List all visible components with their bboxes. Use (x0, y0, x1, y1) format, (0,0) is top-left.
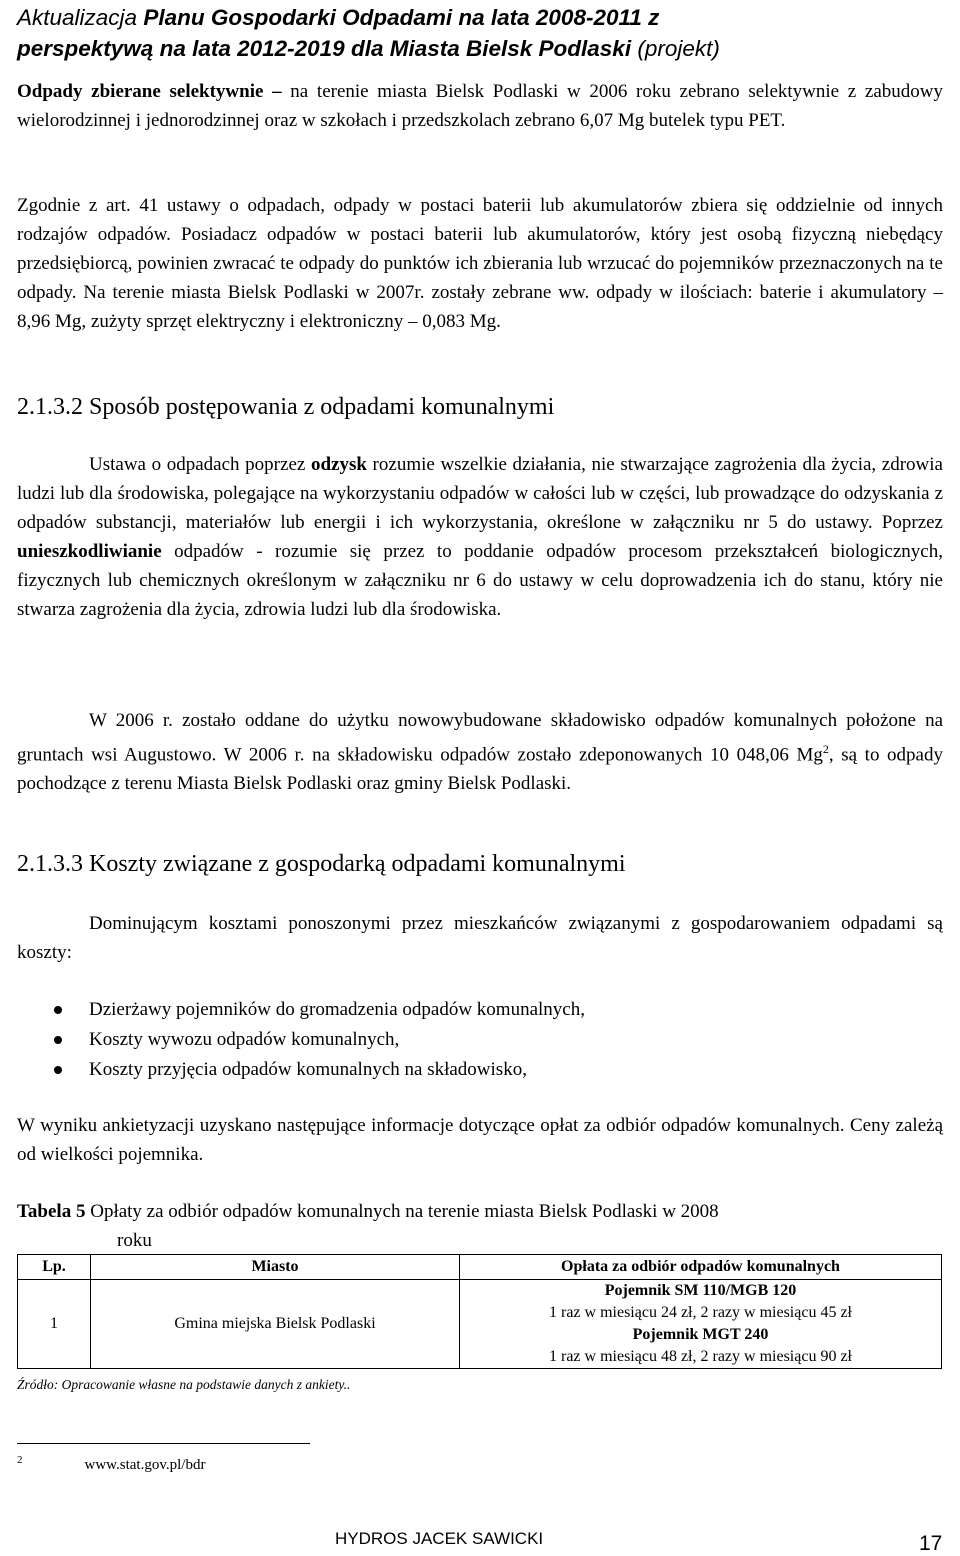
cost-list (17, 995, 943, 1085)
text-segment: odpadów - rozumie się przez to poddanie odpadów procesom przekształceń biologicznych, fizycznych lub chemicznych określonym w załączniku nr 6 do ustawy w celu doprowadzenia ich do stanu, który nie stwarza zagrożenia dla życia, zdrowia ludzi lub dla środowiska. (17, 541, 943, 620)
section-heading-2132: 2.1.3.2 Sposób postępowania z odpadami komunalnymi (17, 394, 555, 420)
document-page (17, 0, 945, 1554)
footer-company: HYDROS JACEK SAWICKI (335, 1529, 544, 1548)
table-cell-lp: 1 (18, 1280, 91, 1369)
paragraph-survey: W wyniku ankietyzacji uzyskano następujące informacje dotyczące opłat za odbiór odpadów komunalnych. Ceny zależą od wielkości pojemnika. (17, 1115, 943, 1165)
table-caption-text-cont: roku (117, 1230, 152, 1251)
paragraph-lead: Odpady zbierane selektywnie – (17, 81, 291, 102)
fees-table (17, 1254, 942, 1369)
header-suffix: (projekt) (631, 36, 720, 61)
text-segment: , są to odpady pochodzące z terenu Miasta Bielsk Podlaski oraz gminy Bielsk Podlaski. (17, 744, 943, 795)
bullet-icon (54, 1066, 62, 1074)
table-row (18, 1280, 942, 1369)
paragraph-landfill (17, 706, 943, 798)
table-cell-fee (460, 1280, 942, 1369)
paragraph-recovery (17, 450, 943, 624)
list-item-text: Dzierżawy pojemników do gromadzenia odpadów komunalnych, (89, 999, 585, 1020)
table-source: Źródło: Opracowanie własne na podstawie danych z ankiety.. (17, 1377, 351, 1392)
list-item-text: Koszty przyjęcia odpadów komunalnych na składowisko, (89, 1059, 527, 1080)
page-header (17, 2, 945, 64)
paragraph-text: na terenie miasta Bielsk Podlaski w 2006 roku zebrano selektywnie z zabudowy wielorodzinnej i jednorodzinnej oraz w szkołach i przedszkolach zebrano 6,07 Mg butelek typu PET. (17, 81, 943, 131)
table-header-row (18, 1255, 942, 1280)
table-header-miasto: Miasto (91, 1255, 460, 1280)
term-unieszkodliwianie: unieszkodliwianie (17, 541, 162, 562)
header-prefix: Aktualizacja (17, 5, 144, 30)
table-caption-text: Opłaty za odbiór odpadów komunalnych na terenie miasta Bielsk Podlaski w 2008 (85, 1201, 719, 1222)
list-item (17, 1055, 943, 1085)
list-item (17, 1025, 943, 1055)
header-title-line2: perspektywą na lata 2012-2019 dla Miasta Bielsk Podlaski (17, 36, 632, 61)
footnote (17, 1454, 205, 1474)
footnote-divider (17, 1443, 310, 1444)
fee-line-1: 1 raz w miesiącu 24 zł, 2 razy w miesiącu 45 zł (549, 1304, 852, 1321)
text-segment: Ustawa o odpadach poprzez (89, 454, 311, 475)
list-item-text: Koszty wywozu odpadów komunalnych, (89, 1029, 400, 1050)
paragraph-costs: Dominującym kosztami ponoszonymi przez mieszkańców związanymi z gospodarowaniem odpadami są koszty: (17, 913, 943, 963)
footnote-ref[interactable]: 2 (822, 742, 829, 756)
text-segment: W 2006 r. zostało oddane do użytku nowowybudowane składowisko odpadów komunalnych położone na gruntach wsi Augustowo. W 2006 r. na składowisku odpadów zostało zdeponowanych 10 048,06 Mg (17, 710, 943, 766)
page-number: 17 (919, 1532, 943, 1555)
container-type-2: Pojemnik MGT 240 (632, 1326, 769, 1343)
table-caption-label: Tabela 5 (17, 1201, 86, 1222)
footnote-link[interactable]: www.stat.gov.pl/bdr (84, 1457, 206, 1473)
footnote-number: 2 (17, 1454, 23, 1466)
table-header-lp: Lp. (18, 1255, 91, 1280)
table-caption (17, 1197, 943, 1255)
header-title-line1: Planu Gospodarki Odpadami na lata 2008-2011 z (143, 5, 660, 30)
paragraph-batteries: Zgodnie z art. 41 ustawy o odpadach, odpady w postaci baterii lub akumulatorów zbiera się oddzielnie od innych rodzajów odpadów. Posiadacz odpadów w postaci baterii lub akumulatorów, który jest osobą fizyczną niebędący przedsiębiorcą, powinien zwracać te odpady do punktów ich zbierania lub wrzucać do pojemników przeznaczonych na te odpady. Na terenie miasta Bielsk Podlaski w 2007r. zostały zebrane ww. odpady w ilościach: baterie i akumulatory – 8,96 Mg, zużyty sprzęt elektryczny i elektroniczny – 0,083 Mg. (17, 195, 943, 332)
bullet-icon (54, 1036, 62, 1044)
text-segment: rozumie wszelkie działania, nie stwarzające zagrożenia dla życia, zdrowia ludzi lub dla środowiska, polegające na wykorzystaniu odpadów w całości lub w części, lub prowadzące do odzyskania z odpadów substancji, materiałów lub energii i ich wykorzystania, określone w załączniku nr 5 do ustawy. Poprzez (17, 454, 943, 533)
table-header-fee: Opłata za odbiór odpadów komunalnych (460, 1255, 942, 1280)
paragraph-selective-waste (17, 77, 943, 135)
section-heading-2133: 2.1.3.3 Koszty związane z gospodarką odpadami komunalnymi (17, 851, 626, 877)
bullet-icon (54, 1006, 62, 1014)
fee-line-2: 1 raz w miesiącu 48 zł, 2 razy w miesiącu 90 zł (549, 1348, 852, 1365)
table-cell-miasto: Gmina miejska Bielsk Podlaski (91, 1280, 460, 1369)
container-type-1: Pojemnik SM 110/MGB 120 (604, 1282, 797, 1299)
list-item (17, 995, 943, 1025)
term-odzysk: odzysk (310, 454, 367, 475)
